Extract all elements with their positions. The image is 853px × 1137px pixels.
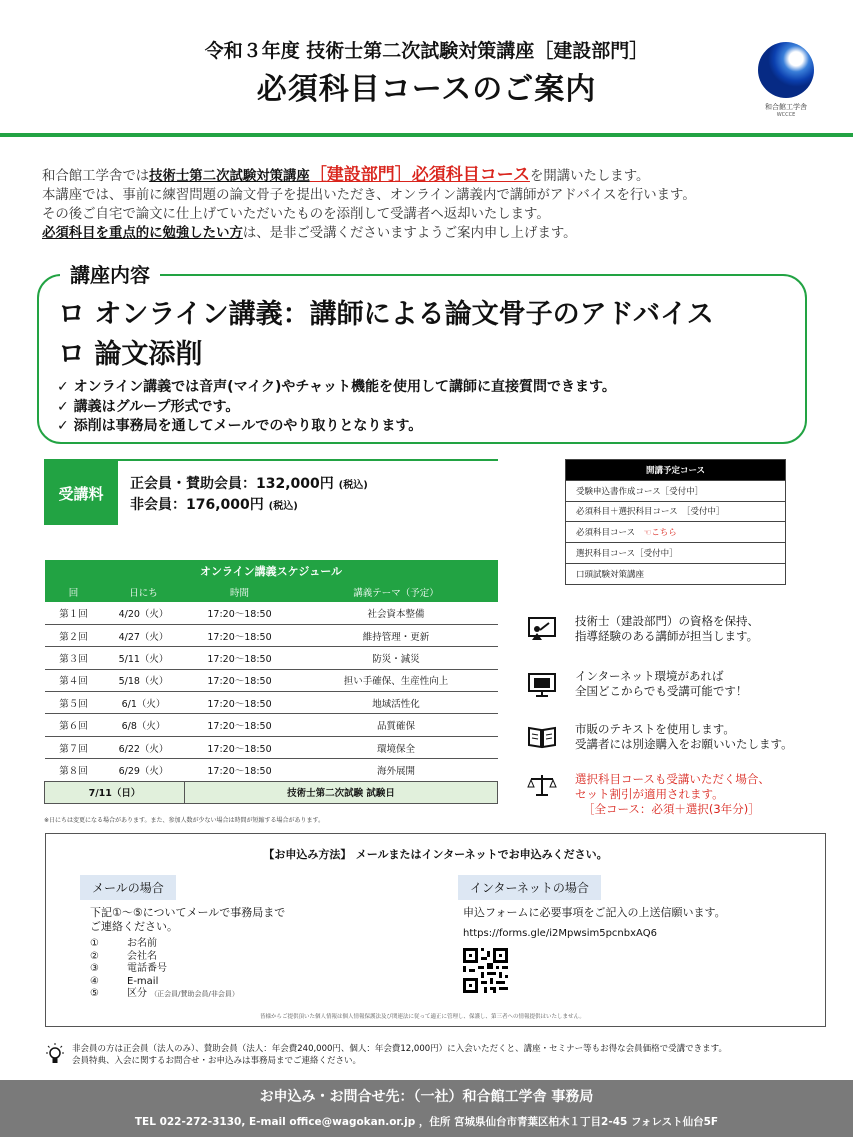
feature-textbook: 市販のテキストを使用します。 受講者には別途購入をお願いいたします。 (575, 722, 793, 751)
schedule-title: オンライン講義スケジュール (45, 560, 498, 582)
application-heading: 【お申込み方法】 メールまたはインターネットでお申込みください。 (263, 848, 608, 861)
scale-icon (527, 772, 557, 798)
intro-course-name: 技術士第二次試験対策講座 (149, 169, 310, 184)
mail-instructions: 下記①～⑤についてメールで事務局まで ご連絡ください。 (90, 906, 286, 933)
course-item-correction: ロ 論文添削 (58, 339, 203, 370)
intro-text: 和合館工学舎では技術士第二次試験対策講座［建設部門］必須科目コースを開講いたします。 本講座では、事前に練習問題の論文骨子を提出いただき、オンライン講義内で講師がアドバイスを行います。 その後ご自宅で論文に仕上げていただいたものを添削して受講者へ返却いたします。 必須科目を重点的に勉強したい方は、是非ご受講くださいますようご案内申し上げます。 (42, 165, 696, 241)
schedule-row (45, 759, 498, 781)
session-time: 17:20～18:50 (185, 647, 295, 669)
schedule-row (45, 602, 498, 624)
session-date: 6/22（火） (103, 736, 185, 758)
session-time: 17:20～18:50 (185, 669, 295, 691)
schedule-header: 回 (45, 582, 103, 602)
session-number: 第１回 (45, 602, 103, 624)
fee-label: 受講料 (44, 461, 118, 525)
logo-name: 和合館工学舎 (765, 103, 807, 111)
schedule-row (45, 647, 498, 669)
membership-note: 非会員の方は正会員（法人のみ）、賛助会員（法人：年会費240,000円、個人：年会費12,000円）に入会いただくと、講座・セミナー等もお得な会員価格で受講できます。 会員特典、入会に関するお問合せ・お申込みは事務局までご連絡ください。 (72, 1044, 727, 1066)
schedule-header: 講義テーマ（予定） (295, 582, 498, 602)
session-time: 17:20～18:50 (185, 714, 295, 736)
qr-code-icon[interactable] (463, 948, 508, 993)
session-date: 4/27（火） (103, 624, 185, 646)
session-date: 6/29（火） (103, 759, 185, 781)
course-row: 口頭試験対策講座 (566, 563, 786, 584)
session-theme: 海外展開 (295, 759, 498, 781)
session-number: 第５回 (45, 692, 103, 714)
session-time: 17:20～18:50 (185, 624, 295, 646)
fee-member: 正会員・賛助会員：132,000円 (税込) (130, 476, 368, 492)
session-number: 第３回 (45, 647, 103, 669)
feature-online: インターネット環境があれば 全国どこからでも受講可能です！ (575, 669, 748, 698)
logo-en: WCCCE (776, 112, 796, 118)
internet-instructions: 申込フォームに必要事項をご記入の上送信願います。 (463, 906, 726, 919)
courses-table (565, 459, 786, 585)
footer (0, 1080, 853, 1137)
session-theme: 維持管理・更新 (295, 624, 498, 646)
session-time: 17:20～18:50 (185, 736, 295, 758)
footer-contact-title: お申込み・お問合せ先：（一社）和合館工学舎 事務局 (259, 1089, 594, 1105)
schedule-row (45, 669, 498, 691)
intro-highlight: ［建設部門］必須科目コース (309, 165, 530, 185)
session-theme: 社会資本整備 (295, 602, 498, 624)
schedule-header: 時間 (185, 582, 295, 602)
logo-circle-icon (758, 42, 814, 98)
session-date: 6/1（火） (103, 692, 185, 714)
internet-tag: インターネットの場合 (458, 875, 601, 900)
schedule-table (44, 560, 498, 804)
session-number: 第７回 (45, 736, 103, 758)
page-title: 必須科目コースのご案内 (256, 72, 597, 107)
schedule-header: 日にち (103, 582, 185, 602)
mail-numbers: ① ② ③ ④ ⑤ (90, 938, 99, 999)
fee-box (44, 459, 498, 523)
course-row: 受験申込書作成コース［受付中］ (566, 480, 786, 501)
check-item: ✓ 講義はグループ形式です。 (57, 399, 240, 415)
session-theme: 防災・減災 (295, 647, 498, 669)
mail-tag: メールの場合 (80, 875, 176, 900)
course-content-tag: 講座内容 (60, 259, 160, 288)
schedule-note: ※日にちは変更になる場合があります。また、参加人数が少ない場合は時間が短縮する場合があります。 (44, 817, 325, 824)
courses-table-title: 開講予定コース (566, 460, 786, 481)
session-date: 4/20（火） (103, 602, 185, 624)
logo (756, 42, 816, 122)
session-theme: 品質確保 (295, 714, 498, 736)
book-icon (527, 724, 557, 750)
page-subtitle: 令和３年度 技術士第二次試験対策講座［建設部門］ (204, 40, 649, 62)
schedule-row (45, 624, 498, 646)
session-number: 第４回 (45, 669, 103, 691)
exam-date: 7/11（日） (45, 781, 185, 803)
mail-items: お名前 会社名 電話番号 E-mail 区分 （正会員/賛助会員/非会員） (127, 938, 239, 999)
session-time: 17:20～18:50 (185, 692, 295, 714)
feature-instructor: 技術士（建設部門）の資格を保持、 指導経験のある講師が担当します。 (575, 614, 759, 643)
course-row: 必須科目＋選択科目コース ［受付中］ (566, 501, 786, 522)
check-item: ✓ 添削は事務局を通してメールでのやり取りとなります。 (57, 418, 423, 434)
privacy-note: 皆様からご提供頂いた個人情報は個人情報保護法及び関連法に従って適正に管理し、保護し、第三者への情報提供はいたしません。 (260, 1014, 585, 1020)
session-date: 5/11（火） (103, 647, 185, 669)
monitor-icon (527, 672, 557, 698)
session-theme: 環境保全 (295, 736, 498, 758)
fee-nonmember: 非会員：176,000円 (税込) (130, 497, 298, 513)
intro-target: 必須科目を重点的に勉強したい方 (42, 226, 243, 241)
session-theme: 地域活性化 (295, 692, 498, 714)
exam-label: 技術士第二次試験 試験日 (185, 781, 498, 803)
teacher-icon (527, 616, 557, 642)
course-row-current: 必須科目コース ☜こちら (566, 522, 786, 543)
header-divider (0, 133, 853, 137)
course-item-online: ロ オンライン講義：講師による論文骨子のアドバイス (58, 299, 714, 330)
session-number: 第８回 (45, 759, 103, 781)
schedule-row (45, 714, 498, 736)
check-item: ✓ オンライン講義では音声(マイク)やチャット機能を使用して講師に直接質問できます。 (57, 379, 616, 395)
session-date: 5/18（火） (103, 669, 185, 691)
schedule-row (45, 736, 498, 758)
form-link[interactable]: https://forms.gle/i2Mpwsim5pcnbxAQ6 (463, 928, 657, 939)
session-date: 6/8（火） (103, 714, 185, 736)
lightbulb-icon (44, 1042, 66, 1068)
here-marker: ☜こちら (643, 528, 677, 539)
session-theme: 担い手確保、生産性向上 (295, 669, 498, 691)
session-time: 17:20～18:50 (185, 602, 295, 624)
feature-discount: 選択科目コースも受講いただく場合、 セット割引が適用されます。 ［全コース：必須＋選択(3年分)］ (575, 772, 770, 816)
course-row: 選択科目コース［受付中］ (566, 543, 786, 564)
schedule-row (45, 692, 498, 714)
session-number: 第２回 (45, 624, 103, 646)
footer-contact-details: TEL 022-272-3130, E-mail office@wagokan.or.jp ，住所 宮城県仙台市青葉区柏木１丁目2-45 フォレスト仙台5F (134, 1116, 719, 1128)
session-number: 第６回 (45, 714, 103, 736)
session-time: 17:20～18:50 (185, 759, 295, 781)
